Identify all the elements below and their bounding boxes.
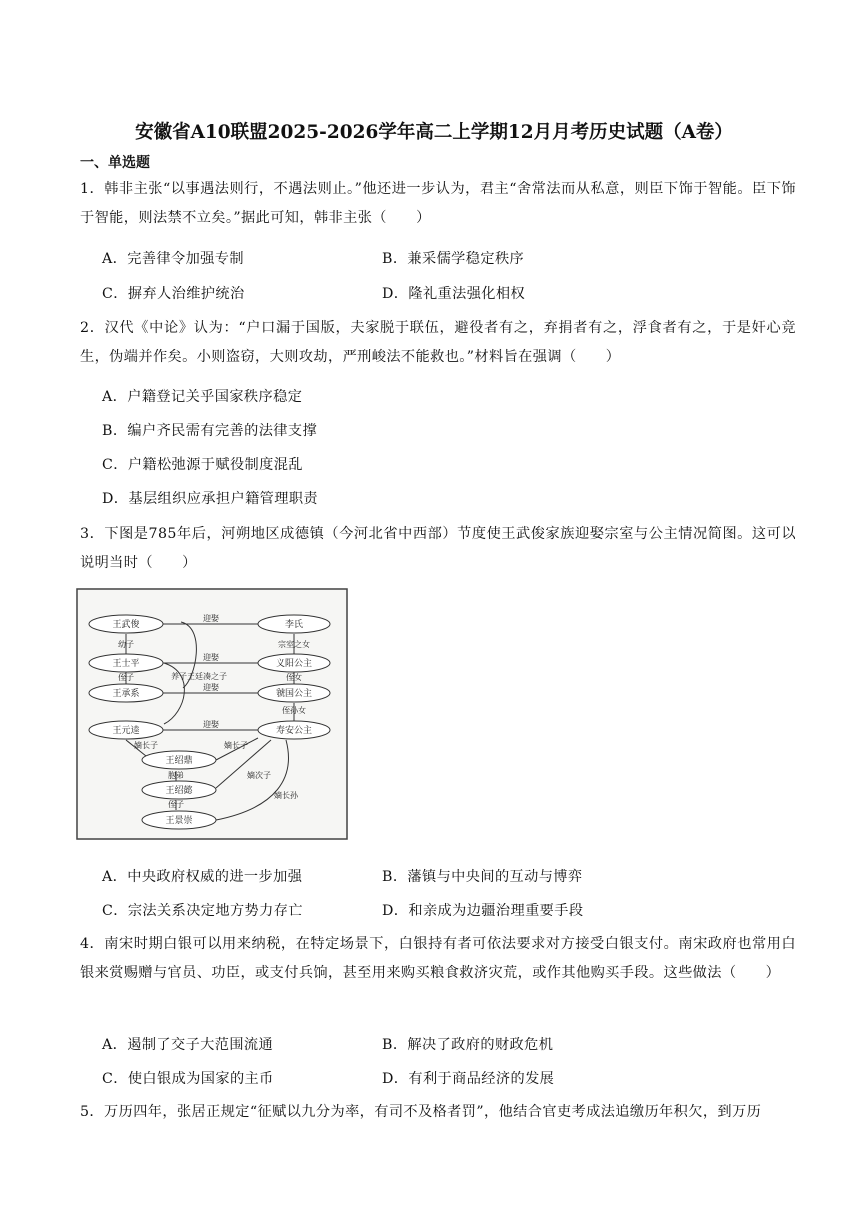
node-shouan-princess: 寿安公主 (275, 726, 313, 736)
question-1-stem: 1．韩非主张“以事遇法则行，不遇法则止。”他还进一步认为，君主“舍常法而从私意，则臣下饰于智能。臣下饰于智能，则法禁不立矣。”据此可知，韩非主张（ ） (80, 181, 796, 226)
edge-nephew-2: 侄子 (168, 800, 184, 809)
q4-option-c[interactable]: C．使白银成为国家的主币 (102, 1071, 274, 1087)
q3-option-d[interactable]: D．和亲成为边疆治理重要手段 (382, 903, 584, 919)
edge-imperial-daughter: 宗室之女 (278, 640, 310, 649)
q2-option-c[interactable]: C．户籍松弛源于赋役制度混乱 (102, 457, 303, 473)
node-wang-shaoyi: 王绍懿 (165, 786, 193, 796)
edge-brother: 胞弟 (168, 771, 184, 780)
q1-option-a[interactable]: A．完善律令加强专制 (102, 251, 244, 267)
edge-eldest-son-1: 嫡长子 (134, 741, 158, 750)
q3-option-a[interactable]: A．中央政府权威的进一步加强 (102, 869, 303, 885)
node-yiyang-princess: 义阳公主 (275, 659, 313, 669)
q4-option-a[interactable]: A．遏制了交子大范围流通 (102, 1037, 274, 1053)
question-5-stem: 5．万历四年，张居正规定“征赋以九分为率，有司不及格者罚”，他结合官吏考成法追缴历年积欠，到万历 (80, 1104, 762, 1120)
section-heading: 一、单选题 (80, 155, 150, 171)
question-4-stem: 4．南宋时期白银可以用来纳税，在特定场景下，白银持有者可依法要求对方接受白银支付。南宋政府也常用白银来赏赐赠与官员、功臣，或支付兵饷，甚至用来购买粮食救济灾荒，或作其他购买手段。这些做法（ ） (80, 936, 796, 981)
edge-nephew-1: 侄子 (118, 673, 134, 682)
q3-option-c[interactable]: C．宗法关系决定地方势力存亡 (102, 903, 303, 919)
edge-grand-niece: 侄孙女 (282, 706, 306, 715)
node-wang-shaoding: 王绍鼎 (165, 756, 193, 766)
edge-second-son: 嫡次子 (247, 771, 271, 780)
edge-marry-1: 迎娶 (203, 614, 219, 623)
family-relation-diagram (76, 588, 348, 840)
q4-option-b[interactable]: B．解决了政府的财政危机 (382, 1037, 554, 1053)
edge-marry-2: 迎娶 (203, 653, 219, 662)
node-wang-yuankui: 王元逵 (112, 726, 140, 736)
edge-eldest-son-2: 嫡长子 (224, 741, 248, 750)
node-wang-chengxi: 王承系 (112, 689, 140, 699)
node-wang-jingchong: 王景崇 (165, 816, 193, 826)
page-title: 安徽省A10联盟2025-2026学年高二上学期12月月考历史试题（A卷） (135, 122, 733, 143)
node-guoguo-princess: 虢国公主 (275, 689, 313, 699)
question-2-stem: 2．汉代《中论》认为：“户口漏于国版，夫家脱于联伍，避役者有之，弃捐者有之，浮食者有之，于是奸心竞生，伪端并作矣。小则盗窃，大则攻劫，严刑峻法不能救也。”材料旨在强调（ ） (80, 320, 796, 365)
q2-option-a[interactable]: A．户籍登记关乎国家秩序稳定 (102, 389, 303, 405)
question-3-stem: 3．下图是785年后，河朔地区成德镇（今河北省中西部）节度使王武俊家族迎娶宗室与公主情况简图。这可以说明当时（ ） (80, 526, 796, 571)
edge-adopted: 养子王廷凑之子 (171, 672, 227, 681)
q1-option-b[interactable]: B．兼采儒学稳定秩序 (382, 251, 525, 267)
q1-option-d[interactable]: D．隆礼重法强化相权 (382, 286, 526, 302)
node-li-shi: 李氏 (284, 620, 304, 630)
edge-eldest-grandson: 嫡长孙 (274, 791, 298, 800)
edge-marry-3: 迎娶 (203, 683, 219, 692)
q1-option-c[interactable]: C．摒弃人治维护统治 (102, 286, 245, 302)
q2-option-d[interactable]: D．基层组织应承担户籍管理职责 (102, 491, 319, 507)
edge-son: 幼子 (118, 640, 134, 649)
node-wang-shiping: 王士平 (112, 659, 140, 669)
q3-option-b[interactable]: B．藩镇与中央间的互动与博弈 (382, 869, 583, 885)
edge-niece: 侄女 (286, 673, 302, 682)
q2-option-b[interactable]: B．编户齐民需有完善的法律支撑 (102, 423, 318, 439)
node-wang-wujun: 王武俊 (112, 620, 140, 630)
q4-option-d[interactable]: D．有利于商品经济的发展 (382, 1071, 555, 1087)
edge-marry-4: 迎娶 (203, 720, 219, 729)
